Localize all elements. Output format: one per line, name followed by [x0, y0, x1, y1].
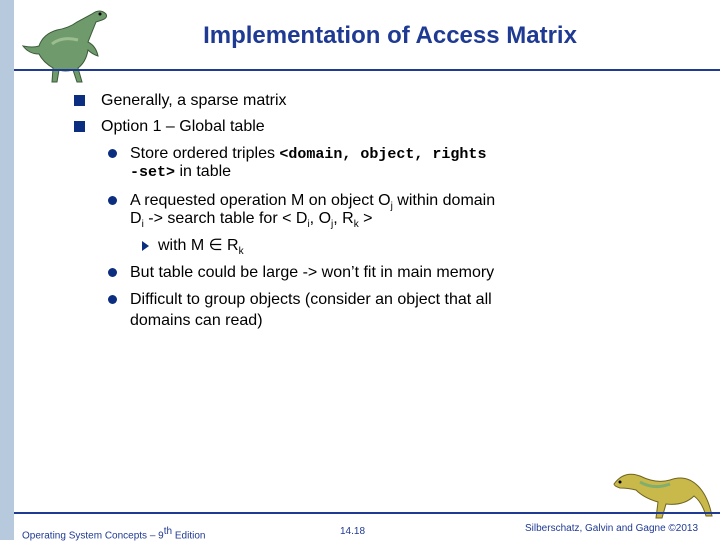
left-sidebar-bar: [0, 0, 14, 540]
footer-page-number: 14.18: [340, 526, 366, 537]
sub-bullet-text-cont: $D_i$ -> search table for < $D_i$, $O_j$, $R_k$ >: [130, 210, 373, 231]
square-bullet-icon: [74, 95, 85, 106]
bullet-text: Generally, a sparse matrix: [101, 92, 287, 109]
square-bullet-icon: [74, 121, 85, 132]
sub-bullet-text: Store ordered triples <domain, object, rights: [130, 145, 487, 163]
sub-bullet-text-cont: -set> in table: [130, 163, 232, 181]
slide-title: Implementation of Access Matrix: [203, 22, 577, 49]
round-bullet-icon: [108, 196, 117, 205]
sub-bullet-text-cont: domains can read): [130, 312, 263, 329]
sub-bullet-text: Difficult to group objects (consider an object that all: [130, 291, 492, 308]
footer-left: Operating System Concepts – 9th Edition: [22, 526, 206, 541]
triangle-bullet-icon: [142, 241, 149, 251]
sub-bullet-text: But table could be large -> won’t fit in main memory: [130, 264, 495, 281]
round-bullet-icon: [108, 295, 117, 304]
title-divider: [14, 69, 720, 71]
sub-bullet-text: A requested operation M on object $O_j$ within domain: [130, 192, 496, 213]
footer-divider: [14, 512, 720, 514]
round-bullet-icon: [108, 268, 117, 277]
dinosaur-logo-icon: [22, 4, 116, 88]
round-bullet-icon: [108, 149, 117, 158]
bullet-text: Option 1 – Global table: [101, 118, 265, 135]
footer-right: Silberschatz, Galvin and Gagne ©2013: [525, 523, 699, 534]
sub-sub-bullet-text: with M ∈ $R_k$: [158, 237, 244, 258]
dinosaur-bottom-icon: [610, 462, 716, 528]
